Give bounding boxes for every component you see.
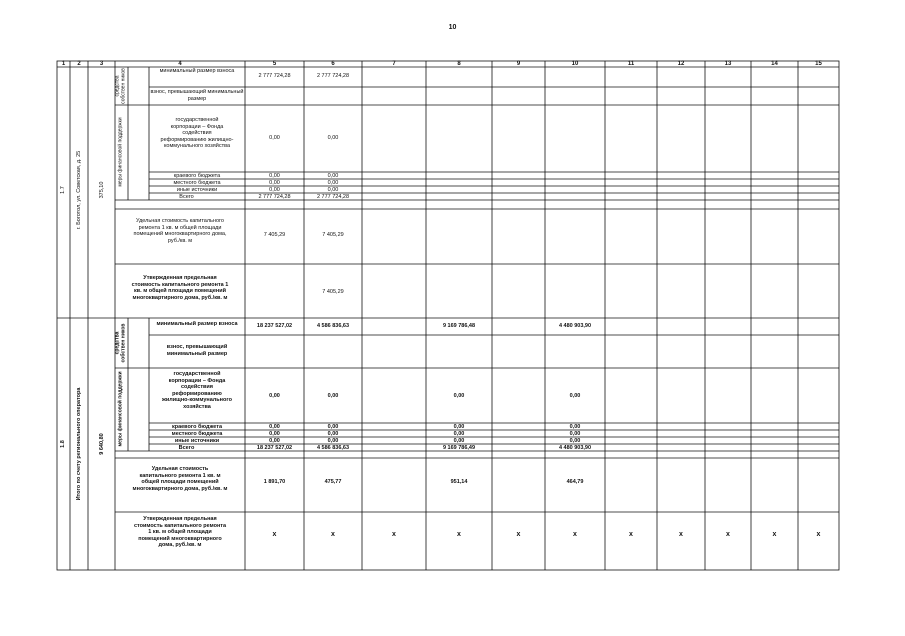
row2-c10-other: 0,00 bbox=[569, 437, 581, 444]
row1-c6-fund: 0,00 bbox=[327, 135, 339, 141]
row2-c8-unit: 951,14 bbox=[450, 479, 468, 485]
row2-c5-other: 0,00 bbox=[269, 437, 280, 444]
header-col-3: 3 bbox=[99, 61, 104, 67]
header-col-13: 13 bbox=[724, 61, 732, 67]
row2-c10-regional: 0,00 bbox=[569, 423, 581, 430]
row2-x-col6: x bbox=[331, 531, 335, 538]
header-col-11: 11 bbox=[627, 61, 635, 67]
row2-regional-label: краевого бюджета bbox=[171, 423, 223, 430]
row2-c10-local: 0,00 bbox=[569, 430, 581, 437]
row2-c5-regional: 0,00 bbox=[269, 423, 280, 430]
row2-x-col14: x bbox=[772, 531, 777, 538]
row2-total-label: Всего bbox=[178, 444, 195, 451]
row2-c6-total: 4 586 836,63 bbox=[316, 444, 350, 451]
row2-fund-label: государственной корпорации – Фонда содействия реформированию жилищно-коммунального хозяйства bbox=[162, 371, 232, 410]
row1-c5-unit: 7 405,29 bbox=[263, 232, 286, 238]
header-col-7: 7 bbox=[392, 61, 396, 67]
header-col-4: 4 bbox=[178, 61, 182, 67]
row2-c6-regional: 0,00 bbox=[327, 423, 339, 430]
row2-c8-fund: 0,00 bbox=[453, 393, 465, 399]
row2-c5-unit: 1 891,70 bbox=[263, 479, 286, 485]
row2-x-col10: x bbox=[573, 531, 577, 538]
row1-own-funds-label: средства собствен ников bbox=[114, 68, 126, 104]
row1-c6-local: 0,00 bbox=[327, 179, 339, 186]
row1-approved-label: Утвержденная предельная стоимость капитального ремонта 1 кв. м общей площади помещений многоквартирного дома, руб./кв. м bbox=[131, 275, 229, 301]
row2-c6-fund: 0,00 bbox=[327, 393, 339, 399]
row2-c6-min: 4 586 836,63 bbox=[316, 323, 350, 329]
row2-c8-total: 9 169 786,49 bbox=[442, 444, 476, 451]
row1-excess-label: взнос, превышающий минимальный размер bbox=[150, 89, 244, 102]
row1-local-label: местного бюджета bbox=[173, 179, 221, 186]
header-col-6: 6 bbox=[331, 61, 335, 67]
row1-c5-regional: 0,00 bbox=[269, 172, 280, 179]
row1-area: 375,10 bbox=[99, 181, 105, 199]
row2-c5-fund: 0,00 bbox=[269, 393, 280, 399]
header-col-12: 12 bbox=[677, 61, 685, 67]
row2-x-col13: x bbox=[726, 531, 730, 538]
row2-x-col9: x bbox=[516, 531, 521, 538]
row2-x-col11: x bbox=[629, 531, 633, 538]
header-col-1: 1 bbox=[61, 61, 66, 67]
header-col-2: 2 bbox=[77, 61, 81, 67]
row1-total-label: Всего bbox=[179, 193, 194, 200]
page-number: 10 bbox=[448, 24, 457, 31]
row2-label: Итого по счету регионального оператора bbox=[76, 387, 82, 501]
header-col-8: 8 bbox=[457, 61, 461, 67]
row2-c6-unit: 475,77 bbox=[324, 479, 342, 485]
row2-area: 9 640,80 bbox=[99, 433, 105, 455]
row2-number: 1.8 bbox=[60, 440, 66, 448]
row2-c6-other: 0,00 bbox=[327, 437, 339, 444]
row2-unit-cost-label: Удельная стоимость капитального ремонта 1 кв. м общей площади помещений многоквартирного дома, руб./кв. м bbox=[132, 466, 228, 492]
row1-other-label: иные источники bbox=[176, 186, 218, 193]
row2-c10-unit: 464,79 bbox=[566, 479, 584, 485]
row1-unit-cost-label: Удельная стоимость капитального ремонта 1 кв. м общей площади помещений многоквартирного дома, руб./кв. м bbox=[133, 218, 227, 244]
row2-c10-min: 4 480 903,90 bbox=[558, 323, 592, 329]
row2-min-label: минимальный размер взноса bbox=[156, 321, 238, 327]
row1-c5-total: 2 777 724,28 bbox=[258, 193, 291, 200]
row1-c6-regional: 0,00 bbox=[327, 172, 339, 179]
row2-approved-label: Утвержденная предельная стоимость капитального ремонта 1 кв. м общей площади помещений многоквартирного дома, руб./кв. м bbox=[133, 516, 227, 548]
row1-c5-other: 0,00 bbox=[269, 186, 280, 193]
row1-c6-min: 2 777 724,28 bbox=[316, 73, 350, 79]
row2-c5-total: 18 237 527,02 bbox=[256, 444, 293, 451]
row1-address: г. Боготол, ул. Советская, д. 25 bbox=[76, 150, 82, 230]
row2-c5-local: 0,00 bbox=[269, 430, 280, 437]
row1-c6-approved: 7 405,29 bbox=[322, 289, 344, 295]
row1-c6-unit: 7 405,29 bbox=[322, 232, 344, 238]
row2-c8-regional: 0,00 bbox=[453, 423, 465, 430]
row2-x-col8: x bbox=[457, 531, 461, 538]
row1-c6-other: 0,00 bbox=[327, 186, 339, 193]
row2-x-col5: x bbox=[272, 531, 277, 538]
row2-c10-total: 4 480 903,90 bbox=[558, 444, 592, 451]
row1-number: 1.7 bbox=[60, 186, 66, 194]
row2-c8-min: 9 169 786,48 bbox=[442, 323, 476, 329]
row1-c5-fund: 0,00 bbox=[269, 135, 280, 141]
row2-own-funds-label: средства собствен ников bbox=[114, 323, 126, 363]
row2-x-col15: x bbox=[816, 531, 821, 538]
header-col-10: 10 bbox=[571, 61, 579, 67]
row2-c10-fund: 0,00 bbox=[569, 393, 581, 399]
header-col-15: 15 bbox=[815, 61, 822, 67]
row1-min-label: минимальный размер взноса bbox=[159, 68, 235, 74]
header-col-5: 5 bbox=[272, 61, 277, 67]
row2-excess-label: взнос, превышающий минимальный размер bbox=[166, 344, 228, 357]
row2-local-label: местного бюджета bbox=[171, 430, 223, 437]
row2-other-label: иные источники bbox=[174, 437, 220, 444]
row2-c6-local: 0,00 bbox=[327, 430, 339, 437]
row1-c5-local: 0,00 bbox=[269, 179, 280, 186]
row1-support-label: меры финансовой поддержки bbox=[117, 117, 124, 187]
header-col-14: 14 bbox=[771, 61, 778, 67]
row1-fund-label: государственной корпорации – Фонда содействия реформированию жилищно- коммунального хозяйства bbox=[160, 117, 234, 149]
header-col-9: 9 bbox=[516, 61, 521, 67]
row1-c6-total: 2 777 724,28 bbox=[316, 193, 350, 200]
row1-regional-label: краевого бюджета bbox=[173, 172, 221, 179]
row2-x-col12: x bbox=[679, 531, 683, 538]
row1-c5-min: 2 777 724,28 bbox=[258, 73, 291, 79]
row2-support-label: меры финансовой поддержки bbox=[117, 371, 124, 447]
row2-x-col7: x bbox=[392, 531, 396, 538]
row2-c8-other: 0,00 bbox=[453, 437, 465, 444]
row2-c8-local: 0,00 bbox=[453, 430, 465, 437]
row2-c5-min: 18 237 527,02 bbox=[256, 323, 293, 329]
